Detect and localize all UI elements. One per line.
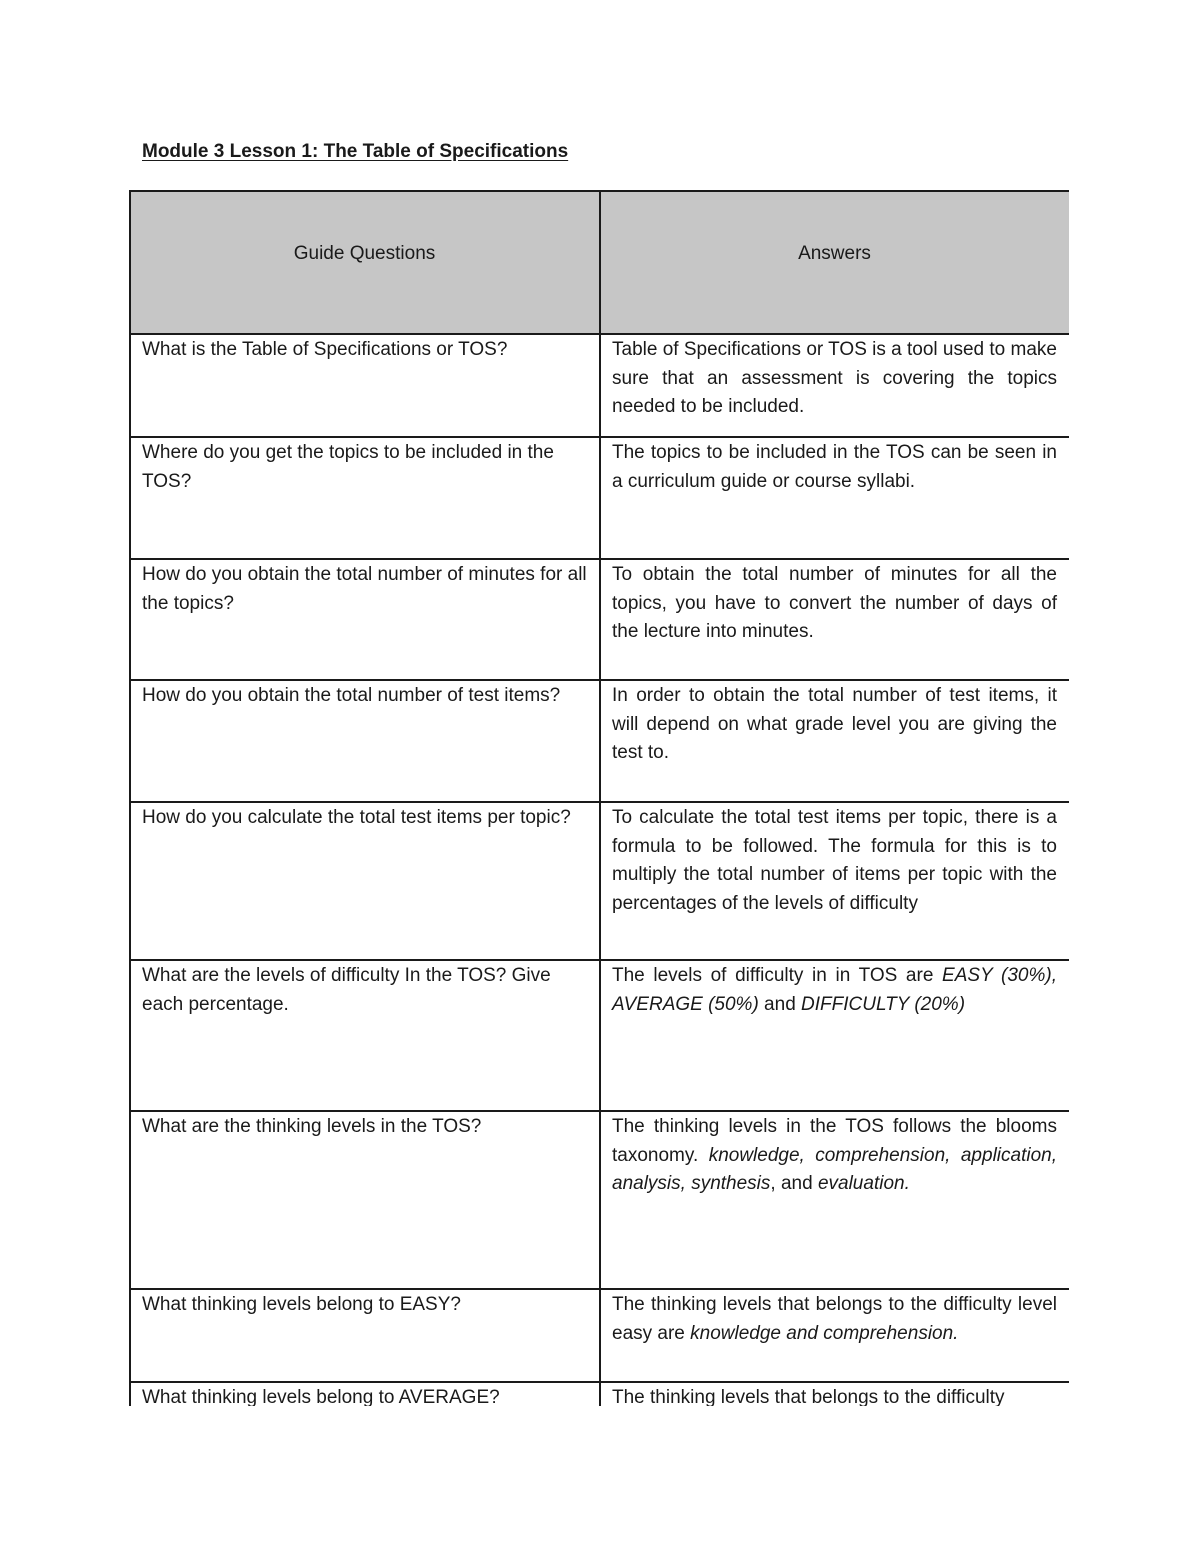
header-guide-questions: Guide Questions [130, 191, 600, 334]
table-row [130, 802, 1069, 960]
question-cell: What is the Table of Specifications or TOS? [130, 334, 600, 437]
question-cell: How do you obtain the total number of test items? [130, 680, 600, 802]
answer-emphasis: knowledge and comprehension. [690, 1322, 959, 1344]
answer-cell: To calculate the total test items per topic, there is a formula to be followed. The formula for this is to multiply the total number of items per topic with the percentages of the levels of difficulty [600, 802, 1069, 960]
table-row [130, 1111, 1069, 1289]
question-cell: What thinking levels belong to AVERAGE? [130, 1382, 600, 1406]
answer-cell [600, 1111, 1069, 1289]
question-cell: What are the thinking levels in the TOS? [130, 1111, 600, 1289]
answer-cell [600, 1289, 1069, 1382]
answer-emphasis: knowledge, comprehension, application, analysis, synthesis [612, 1144, 1057, 1194]
table-row [130, 1382, 1069, 1406]
answer-cell: To obtain the total number of minutes for all the topics, you have to convert the number of days of the lecture into minutes. [600, 559, 1069, 680]
table-row [130, 334, 1069, 437]
question-cell: What thinking levels belong to EASY? [130, 1289, 600, 1382]
answer-cell: The topics to be included in the TOS can be seen in a curriculum guide or course syllabi. [600, 437, 1069, 559]
answer-cell: The thinking levels that belongs to the difficulty [600, 1382, 1069, 1406]
answer-cell: In order to obtain the total number of test items, it will depend on what grade level you are giving the test to. [600, 680, 1069, 802]
answer-cell [600, 960, 1069, 1111]
answer-cell: Table of Specifications or TOS is a tool used to make sure that an assessment is covering the topics needed to be included. [600, 334, 1069, 437]
answer-emphasis: DIFFICULTY (20%) [801, 993, 966, 1015]
header-answers: Answers [600, 191, 1069, 334]
answer-text: The levels of difficulty in in TOS are [612, 965, 943, 986]
table-row [130, 680, 1069, 802]
question-cell: How do you obtain the total number of minutes for all the topics? [130, 559, 600, 680]
question-cell: What are the levels of difficulty In the TOS? Give each percentage. [130, 960, 600, 1111]
answer-text: , and [770, 1173, 818, 1194]
tos-table-wrapper [129, 190, 1069, 1406]
table-row [130, 559, 1069, 680]
answer-text: The thinking levels in the TOS follows the blooms taxonomy. [612, 1116, 1057, 1166]
question-cell: Where do you get the topics to be included in the TOS? [130, 437, 600, 559]
answer-text: and [758, 993, 802, 1015]
table-row [130, 1289, 1069, 1382]
tos-table [129, 190, 1069, 1406]
page-title: Module 3 Lesson 1: The Table of Specifications [142, 141, 569, 162]
answer-text: The thinking levels that belongs to the difficulty level easy are [612, 1294, 1057, 1344]
answer-emphasis: evaluation. [817, 1173, 910, 1194]
table-row [130, 437, 1069, 559]
table-row [130, 960, 1069, 1111]
question-cell: How do you calculate the total test items per topic? [130, 802, 600, 960]
table-header-row [130, 191, 1069, 334]
answer-emphasis: EASY (30%), AVERAGE (50%) [612, 965, 1058, 1015]
